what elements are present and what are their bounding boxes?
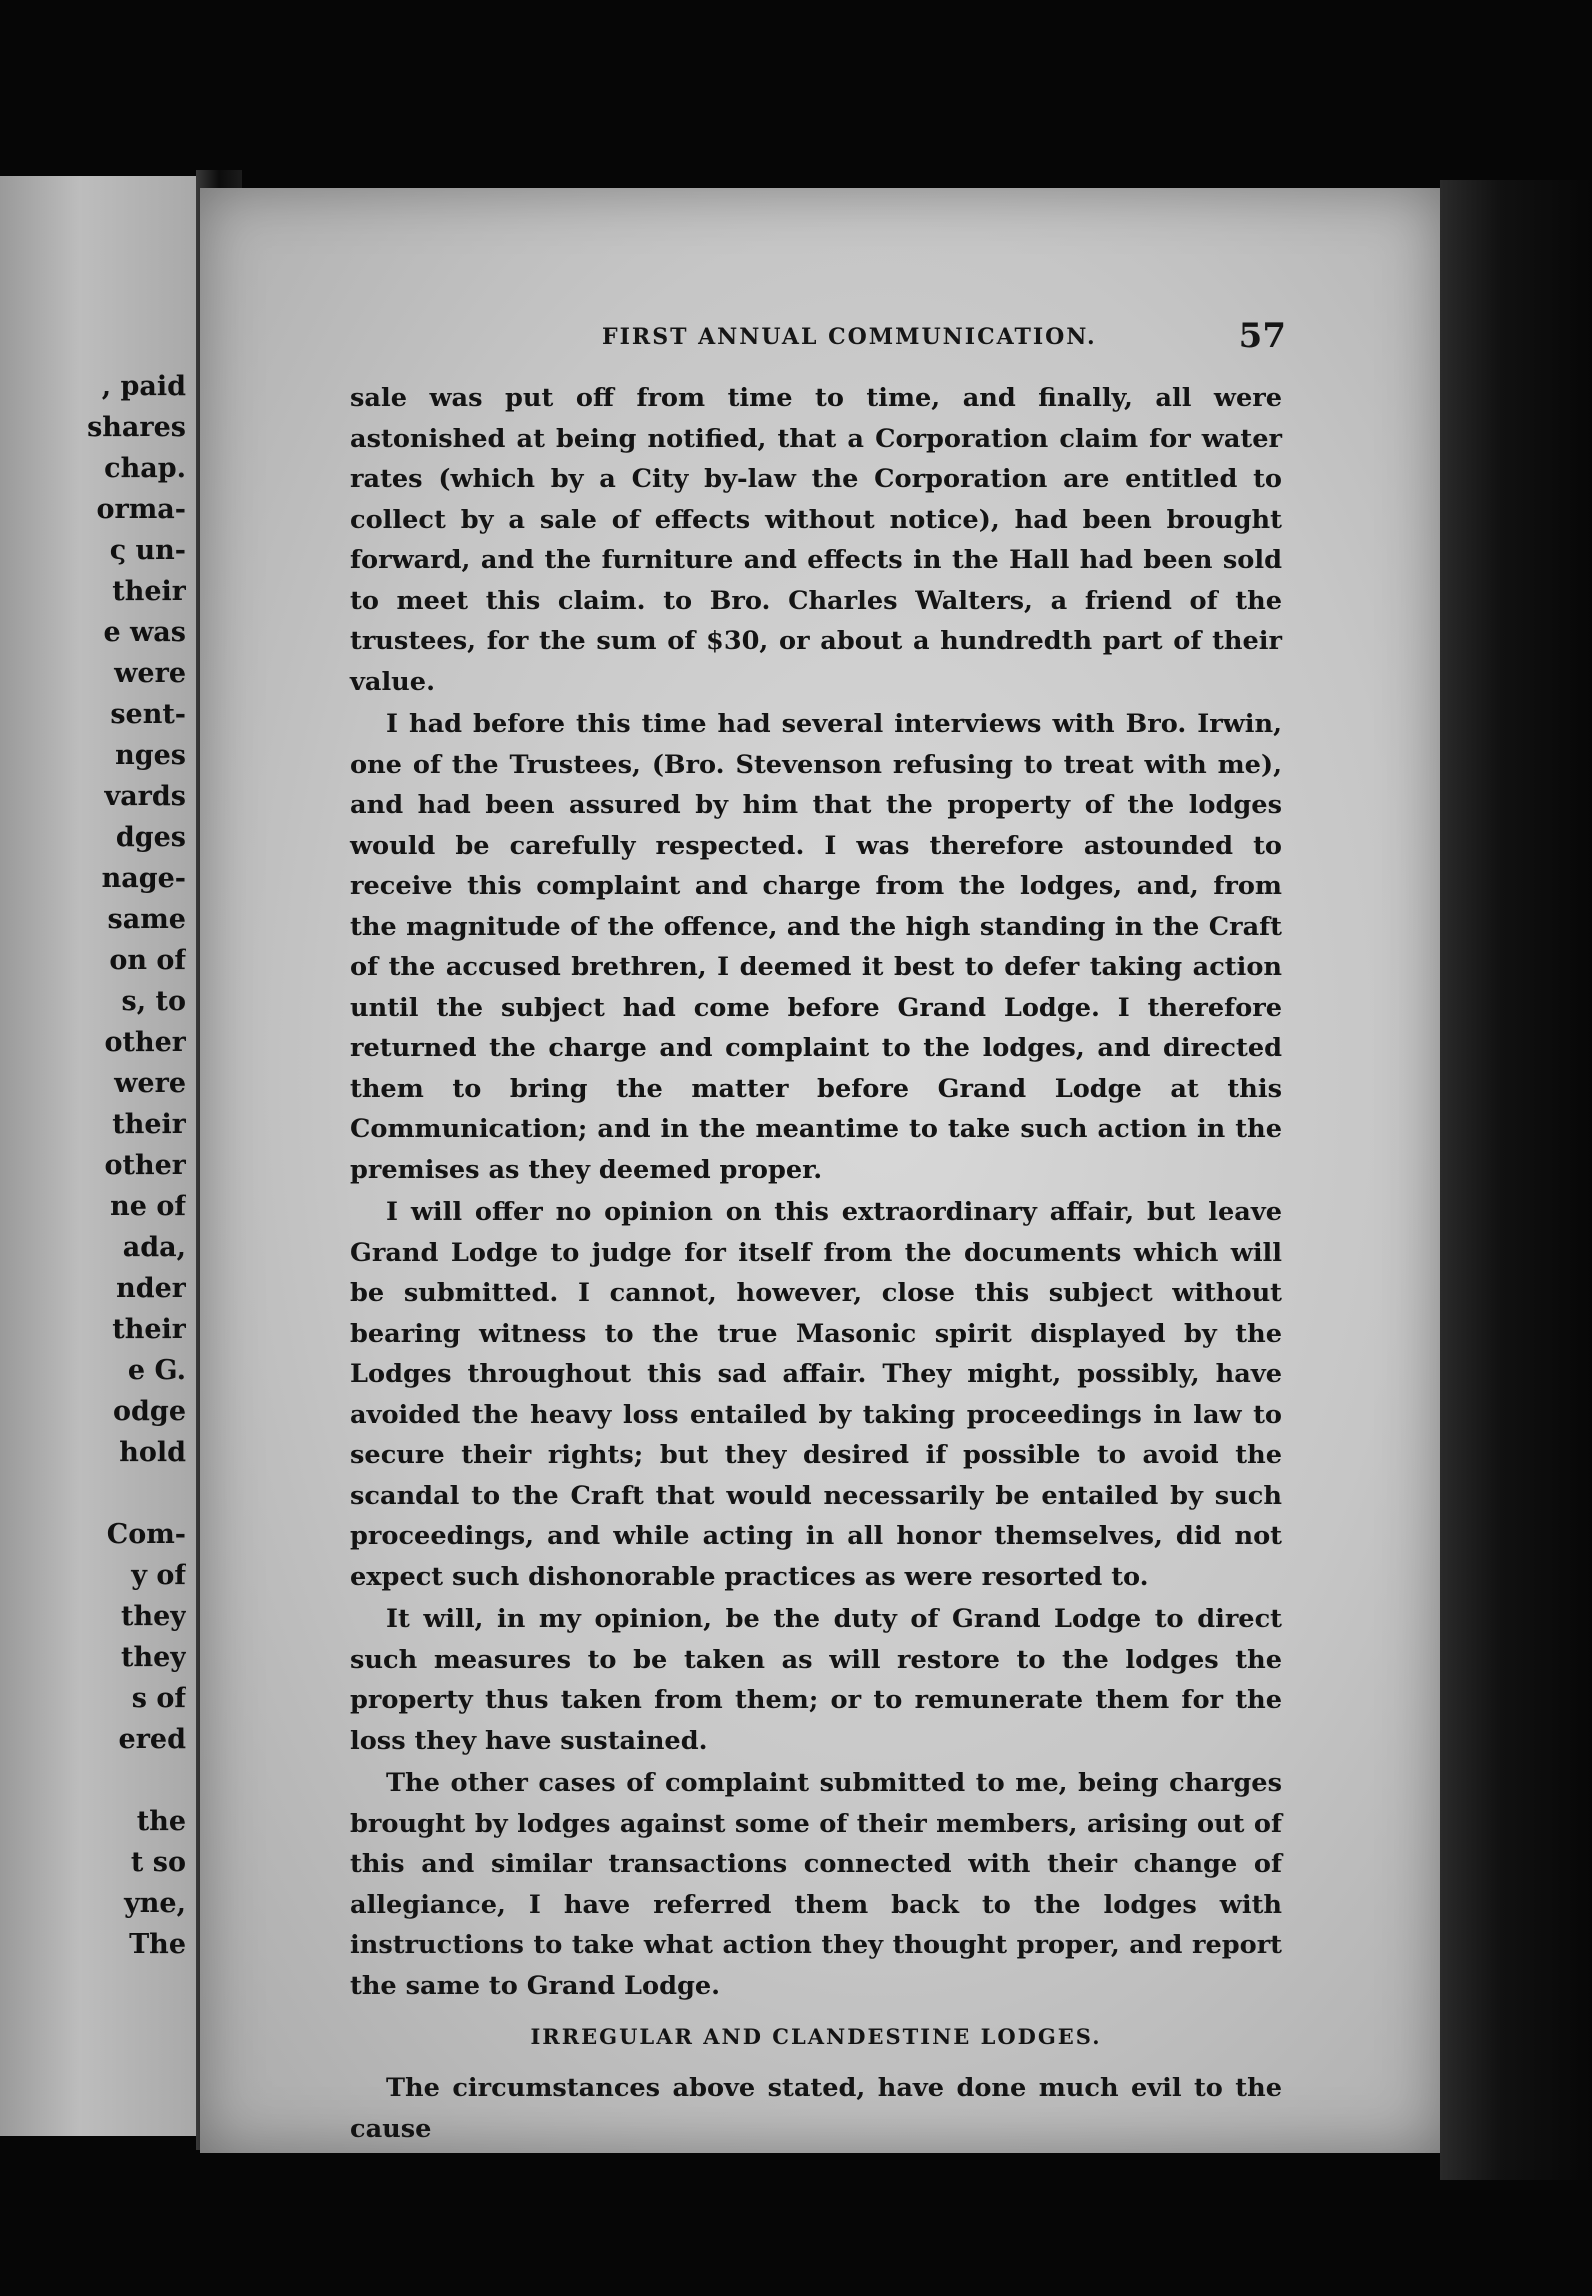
left-page-line: The [129, 1929, 186, 1960]
left-page-line: nage- [101, 863, 186, 894]
left-page-line: their [112, 576, 186, 607]
left-page-line: on of [109, 945, 186, 976]
left-page-line: were [114, 658, 186, 689]
left-page-line: chap. [104, 453, 186, 484]
body-text [350, 378, 1282, 2151]
left-page-line: s of [131, 1683, 186, 1714]
paragraph-start: The circumstances above stated, have done much evil to the cause [350, 2073, 1282, 2144]
left-page-line [36, 1760, 186, 1801]
left-page-line: s, to [121, 986, 186, 1017]
paragraph-continued: sale was put off from time to time, and finally, all were astonished at being notified, that a Corporation claim for water rates (which by a City by-law the Corporation are entitled to collect by a sale of effects without notice), had been brought forward, and the furniture and effects in the Hall had been sold to meet this claim. to Bro. Charles Walters, a friend of the trustees, for the sum of $30, or about a hundredth part of their value. [350, 383, 1282, 697]
left-page-line: their [112, 1109, 186, 1140]
right-page-edge [1440, 180, 1592, 2180]
left-page-line: orma- [96, 494, 186, 525]
left-page-line: they [121, 1601, 186, 1632]
left-page-line: odge [113, 1396, 186, 1427]
left-page-fragment [0, 176, 200, 2136]
left-page-line: same [107, 904, 186, 935]
left-page-line: t so [130, 1847, 186, 1878]
left-page-line: e was [103, 617, 186, 648]
left-page-line: ered [118, 1724, 186, 1755]
left-page-line: e G. [127, 1355, 186, 1386]
page-number: 57 [1238, 316, 1286, 356]
left-page-line: ne of [110, 1191, 186, 1222]
page-header [356, 316, 1286, 366]
left-page-line: dges [115, 822, 186, 853]
left-page-line: the [136, 1806, 186, 1837]
left-page-line: they [121, 1642, 186, 1673]
left-page-line: sent- [110, 699, 186, 730]
left-page-line: shares [87, 412, 186, 443]
running-title: FIRST ANNUAL COMMUNICATION. [602, 324, 1097, 350]
left-page-line: ada, [122, 1232, 186, 1263]
left-page-line: hold [119, 1437, 186, 1468]
paragraph: The other cases of complaint submitted to me, being charges brought by lodges against some of their members, arising out of this and similar transactions connected with their change of allegiance, I have referred them back to the lodges with instructions to take what action they thought proper, and report the same to Grand Lodge. [350, 1768, 1282, 2001]
left-page-line: yne, [124, 1888, 186, 1919]
left-page-line: nder [116, 1273, 186, 1304]
paragraph: I will offer no opinion on this extraordinary affair, but leave Grand Lodge to judge for itself from the documents which will be submitted. I cannot, however, close this subject without bearing witness to the true Masonic spirit displayed by the Lodges throughout this sad affair. They might, possibly, have avoided the heavy loss entailed by taking proceedings in law to secure their rights; but they desired if possible to avoid the scandal to the Craft that would necessarily be entailed by such proceedings, and while acting in all honor themselves, did not expect such dishonorable practices as were resorted to. [350, 1197, 1282, 1592]
left-page-line: ς un- [109, 535, 186, 566]
left-page-line: nges [115, 740, 186, 771]
left-page-line: , paid [101, 371, 186, 402]
left-page-line [36, 1473, 186, 1514]
section-heading: IRREGULAR AND CLANDESTINE LODGES. [530, 2024, 1102, 2049]
left-page-line: other [104, 1027, 186, 1058]
left-page-text-column [36, 366, 186, 1965]
left-page-line: other [104, 1150, 186, 1181]
left-page-line: vards [104, 781, 186, 812]
left-page-line: were [114, 1068, 186, 1099]
left-page-line: y of [131, 1560, 186, 1591]
paragraph: It will, in my opinion, be the duty of Grand Lodge to direct such measures to be taken as will restore to the lodges the property thus taken from them; or to remunerate them for the loss they have sustained. [350, 1604, 1282, 1756]
left-page-line: their [112, 1314, 186, 1345]
left-page-line: Com- [106, 1519, 186, 1550]
paragraph: I had before this time had several interviews with Bro. Irwin, one of the Trustees, (Bro. Stevenson refusing to treat with me), and had been assured by him that the property of the lodges would be carefully respected. I was therefore astounded to receive this complaint and charge from the lodges, and, from the magnitude of the offence, and the high standing in the Craft of the accused brethren, I deemed it best to defer taking action until the subject had come before Grand Lodge. I therefore returned the charge and complaint to the lodges, and directed them to bring the matter before Grand Lodge at this Communication; and in the meantime to take such action in the premises as they deemed proper. [350, 709, 1282, 1185]
